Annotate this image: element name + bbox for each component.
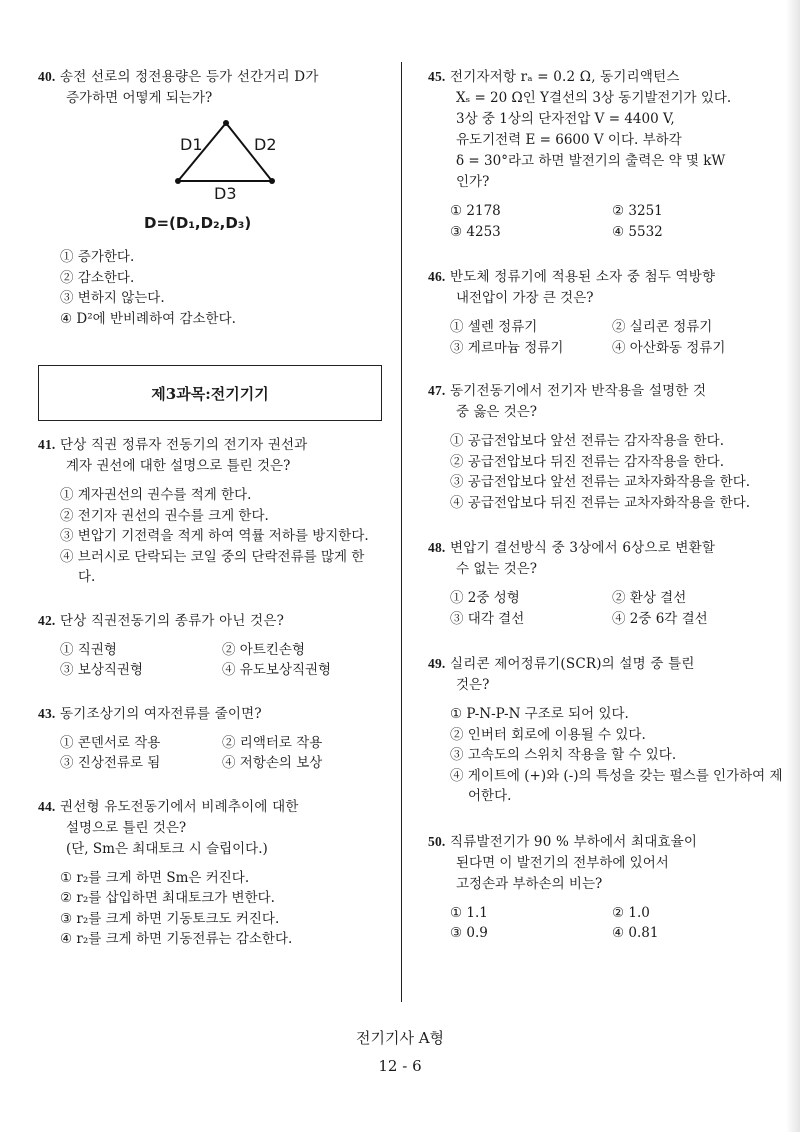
question-text-cont: 설명으로 틀린 것은? xyxy=(66,819,187,836)
question-text: 반도체 정류기에 적용된 소자 중 첨두 역방향 xyxy=(449,269,716,285)
option-1[interactable]: ① 2중 성형 xyxy=(450,590,520,606)
question-42 xyxy=(38,610,383,681)
option-1[interactable]: ① 1.1 xyxy=(450,904,488,921)
option-2[interactable]: ② 환상 결선 xyxy=(612,590,687,606)
option-2[interactable]: ② 감소한다. xyxy=(60,269,135,286)
question-text: 동기전동기에서 전기자 반작용을 설명한 것 xyxy=(449,383,707,399)
option-2[interactable]: ② 1.0 xyxy=(612,904,650,921)
question-text-cont: 고정손과 부하손의 비는? xyxy=(456,875,603,892)
question-number: 44. xyxy=(38,798,56,814)
label-d3: D3 xyxy=(214,184,237,203)
option-3[interactable]: ③ 4253 xyxy=(450,223,501,240)
option-3[interactable]: ③ 변압기 기전력을 적게 하여 역률 저하를 방지한다. xyxy=(60,528,369,544)
question-40 xyxy=(38,66,383,329)
option-3[interactable]: ③ 진상전류로 됨 xyxy=(60,755,161,771)
options xyxy=(450,431,773,513)
option-2[interactable]: ② 실리콘 정류기 xyxy=(612,319,713,335)
options xyxy=(60,247,383,329)
left-column-lower xyxy=(38,434,383,950)
question-47 xyxy=(428,380,773,513)
question-text-cont: 수 없는 것은? xyxy=(456,561,538,577)
label-d1: D1 xyxy=(180,135,203,154)
option-1[interactable]: ① 공급전압보다 앞선 전류는 감자작용을 한다. xyxy=(450,433,724,449)
triangle-diagram xyxy=(144,117,282,237)
question-50 xyxy=(428,831,773,944)
question-number: 46. xyxy=(428,269,446,284)
question-46 xyxy=(428,266,773,358)
question-text-cont: 증가하면 어떻게 되는가? xyxy=(66,90,213,106)
option-4[interactable]: ④ 브러시로 단락되는 코일 중의 단락전류를 많게 한다. xyxy=(60,548,365,585)
option-4[interactable]: ④ 공급전압보다 뒤진 전류는 교차자화작용을 한다. xyxy=(450,494,751,511)
question-text: 변압기 결선방식 중 3상에서 6상으로 변환할 xyxy=(449,540,716,556)
question-number: 41. xyxy=(38,437,56,452)
question-number: 50. xyxy=(428,833,446,849)
question-43 xyxy=(38,703,383,774)
option-2[interactable]: ② 3251 xyxy=(612,203,663,219)
question-condition: (단, Sm은 최대토크 시 슬립이다.) xyxy=(66,840,268,857)
question-text-cont: 것은? xyxy=(456,677,490,693)
question-text: 단상 직권 정류자 전동기의 전기자 권선과 xyxy=(59,437,308,453)
question-45 xyxy=(428,66,773,242)
page-number: 12 - 6 xyxy=(378,1057,422,1075)
question-text: 송전 선로의 정전용량은 등가 선간거리 D가 xyxy=(59,69,319,85)
options xyxy=(450,201,773,242)
question-48 xyxy=(428,537,773,629)
column-divider xyxy=(401,62,402,1002)
option-2[interactable]: ② 리액터로 작용 xyxy=(222,734,323,751)
question-text-cont: 계자 권선에 대한 설명으로 틀린 것은? xyxy=(66,458,291,474)
exam-title: 전기기사 A형 xyxy=(355,1029,445,1047)
question-number: 45. xyxy=(428,69,446,84)
distance-formula: D=(D₁,D₂,D₃) xyxy=(144,214,252,232)
option-3[interactable]: ③ 변하지 않는다. xyxy=(60,290,165,306)
option-1[interactable]: ① 계자권선의 권수를 적게 한다. xyxy=(60,487,252,503)
option-1[interactable]: ① 증가한다. xyxy=(60,249,135,265)
option-4[interactable]: ④ 유도보상직권형 xyxy=(222,662,332,678)
option-2[interactable]: ② 전기자 권선의 권수를 크게 한다. xyxy=(60,507,269,524)
option-4[interactable]: ④ 아산화동 정류기 xyxy=(612,339,726,356)
option-4[interactable]: ④ 5532 xyxy=(612,223,663,240)
question-text: 전기자저항 rₐ = 0.2 Ω, 동기리액턴스 xyxy=(449,69,680,85)
option-2[interactable]: ② 공급전압보다 뒤진 전류는 감자작용을 한다. xyxy=(450,453,724,470)
right-column xyxy=(428,66,783,944)
option-3[interactable]: ③ 대각 결선 xyxy=(450,610,525,627)
options xyxy=(60,733,383,774)
question-number: 48. xyxy=(428,540,446,555)
question-text: 실리콘 제어정류기(SCR)의 설명 중 틀린 xyxy=(449,656,695,672)
question-49 xyxy=(428,653,783,807)
option-3[interactable]: ③ 보상직권형 xyxy=(60,662,143,678)
question-text: 직류발전기가 90 % 부하에서 최대효율이 xyxy=(449,833,698,850)
option-1[interactable]: ① 2178 xyxy=(450,203,501,219)
option-3[interactable]: ③ 0.9 xyxy=(450,925,488,941)
label-d2: D2 xyxy=(254,135,277,154)
option-1[interactable]: ① 셀렌 정류기 xyxy=(450,319,538,335)
option-4[interactable]: ④ 게이트에 (+)와 (-)의 특성을 갖는 펄스를 인가하여 제어한다. xyxy=(450,767,783,804)
option-2[interactable]: ② 아트킨손형 xyxy=(222,641,305,658)
option-4[interactable]: ④ 저항손의 보상 xyxy=(222,755,323,771)
option-1[interactable]: ① P-N-P-N 구조로 되어 있다. xyxy=(450,706,629,722)
option-2[interactable]: ② 인버터 회로에 이용될 수 있다. xyxy=(450,726,646,743)
section-header: 제3과목:전기기기 xyxy=(38,365,382,421)
question-text: 단상 직권전동기의 종류가 아닌 것은? xyxy=(59,612,285,629)
options xyxy=(60,640,383,681)
question-41 xyxy=(38,434,383,588)
question-text-cont: 된다면 이 발전기의 전부하에 있어서 xyxy=(456,854,669,871)
option-4[interactable]: ④ D²에 반비례하여 감소한다. xyxy=(60,310,236,327)
option-2[interactable]: ② r₂를 삽입하면 최대토크가 변한다. xyxy=(60,890,275,906)
question-44 xyxy=(38,796,383,950)
page-edge-shadow xyxy=(786,0,800,1132)
question-text-cont: 인가? xyxy=(456,174,490,190)
option-3[interactable]: ③ 게르마늄 정류기 xyxy=(450,339,564,356)
options xyxy=(450,588,773,629)
question-text-cont: Xₛ = 20 Ω인 Y결선의 3상 동기발전기가 있다. xyxy=(456,90,732,106)
options xyxy=(450,704,783,807)
option-4[interactable]: ④ 2중 6각 결선 xyxy=(612,610,708,627)
question-text-cont: 유도기전력 E = 6600 V 이다. 부하각 xyxy=(456,132,682,148)
question-number: 40. xyxy=(38,69,56,84)
question-text-cont: 3상 중 1상의 단자전압 V = 4400 V, xyxy=(456,111,675,127)
question-text-cont: 내전압이 가장 큰 것은? xyxy=(456,290,594,306)
question-number: 42. xyxy=(38,612,56,628)
options xyxy=(60,485,383,588)
question-text-cont: 중 옳은 것은? xyxy=(456,404,538,420)
question-text: 동기조상기의 여자전류를 줄이면? xyxy=(59,705,262,722)
option-3[interactable]: ③ r₂를 크게 하면 기동토크도 커진다. xyxy=(60,910,280,927)
question-number: 47. xyxy=(428,383,446,398)
question-text-cont: δ = 30°라고 하면 발전기의 출력은 약 몇 kW xyxy=(456,153,726,169)
options xyxy=(450,903,773,944)
option-1[interactable]: ① r₂를 크게 하면 Sm은 커진다. xyxy=(60,869,250,886)
options xyxy=(60,868,383,950)
question-number: 43. xyxy=(38,705,56,721)
option-1[interactable]: ① 콘덴서로 작용 xyxy=(60,734,161,751)
question-text: 권선형 유도전동기에서 비례추이에 대한 xyxy=(59,798,299,815)
question-number: 49. xyxy=(428,656,446,671)
left-column xyxy=(38,66,383,329)
options xyxy=(450,317,773,358)
option-4[interactable]: ④ 0.81 xyxy=(612,925,659,941)
option-4[interactable]: ④ r₂를 크게 하면 기동전류는 감소한다. xyxy=(60,931,293,947)
option-3[interactable]: ③ 공급전압보다 앞선 전류는 교차자화작용을 한다. xyxy=(450,474,751,490)
option-3[interactable]: ③ 고속도의 스위치 작용을 할 수 있다. xyxy=(450,747,677,763)
option-1[interactable]: ① 직권형 xyxy=(60,641,117,658)
